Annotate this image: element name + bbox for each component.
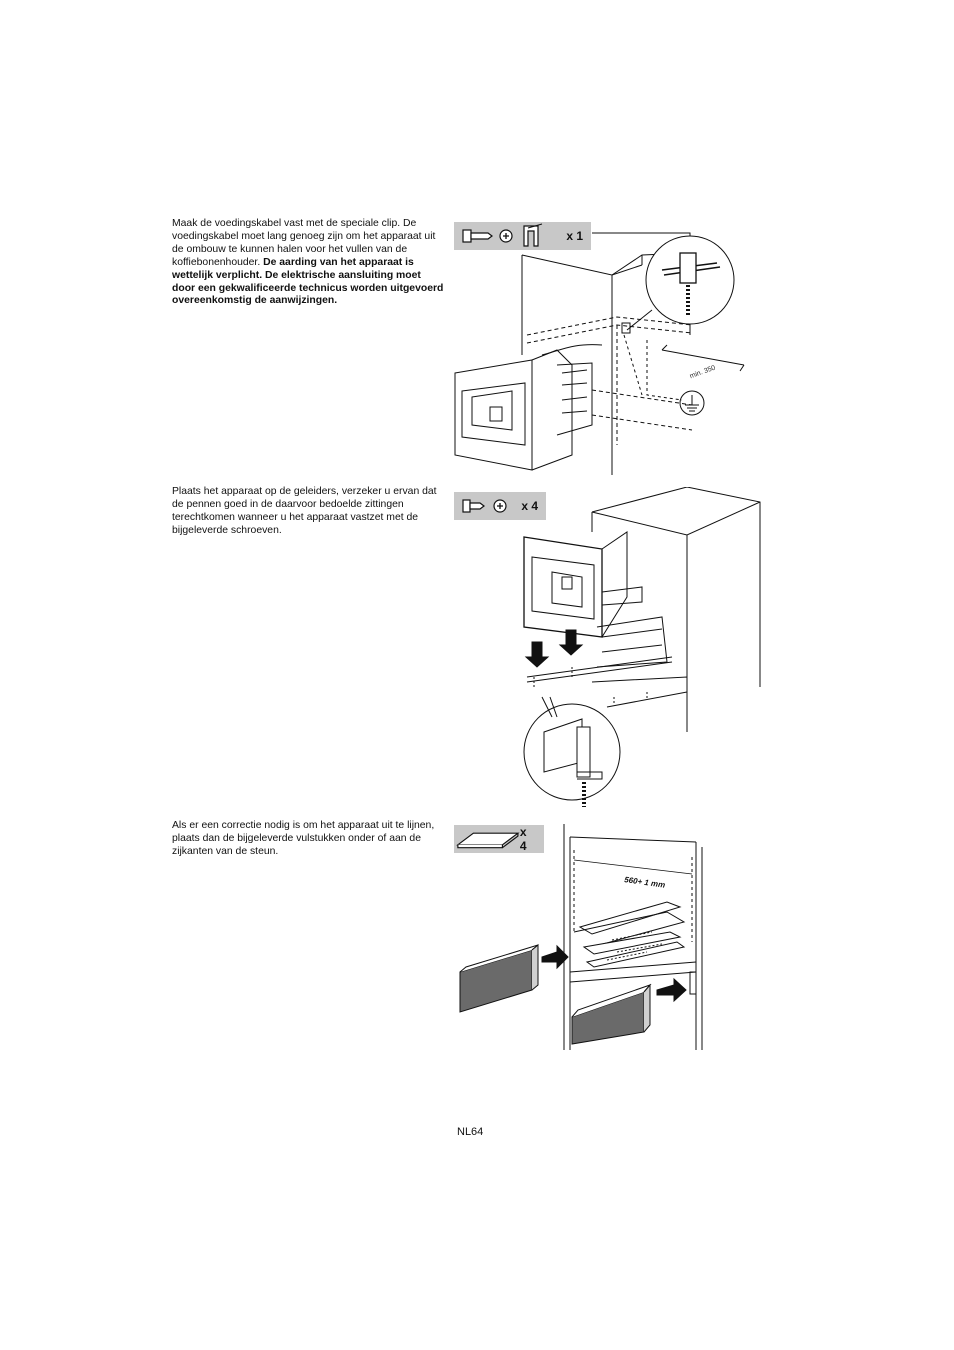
step-2-qty: x 4 <box>521 499 538 513</box>
step-3-text <box>172 820 444 859</box>
step-1-illustration <box>452 225 757 480</box>
step-1-qty: x 1 <box>566 229 583 243</box>
step-1-warning: De aarding van het apparaat is wettelijk verplicht. De elektrische aansluiting moet door een gekwalificeerde technicus worden uitgevoerd overeenkomstig de aanwijzingen. <box>172 256 444 307</box>
dimension-label: min. 350 <box>688 364 717 381</box>
step-3-illustration <box>452 822 710 1052</box>
screw-icon <box>454 492 510 520</box>
width-dimension-label: 560+ 1 mm <box>623 875 666 890</box>
step-2-body: Plaats het apparaat op de geleiders, verzeker u ervan dat de pennen goed in de daarvoor bedoelde zittingen terechtkomen wanneer u het apparaat vastzet met de bijgeleverde schroeven. <box>172 486 437 536</box>
step-2-text <box>172 486 444 538</box>
step-3-qty: x 4 <box>519 825 527 853</box>
step-2-illustration <box>522 487 762 812</box>
step-3-body: Als er een correctie nodig is om het apparaat uit te lijnen, plaats dan de bijgeleverde vulstukken onder of aan de zijkanten van de steun. <box>172 820 435 857</box>
step-1-body: Maak de voedingskabel vast met de speciale clip. De voedingskabel moet lang genoeg zijn om het apparaat uit de ombouw te kunnen halen voor het vullen van de koffiebonenhouder. <box>172 218 436 268</box>
page-number: NL64 <box>457 1126 484 1138</box>
step-1-text <box>172 218 444 308</box>
